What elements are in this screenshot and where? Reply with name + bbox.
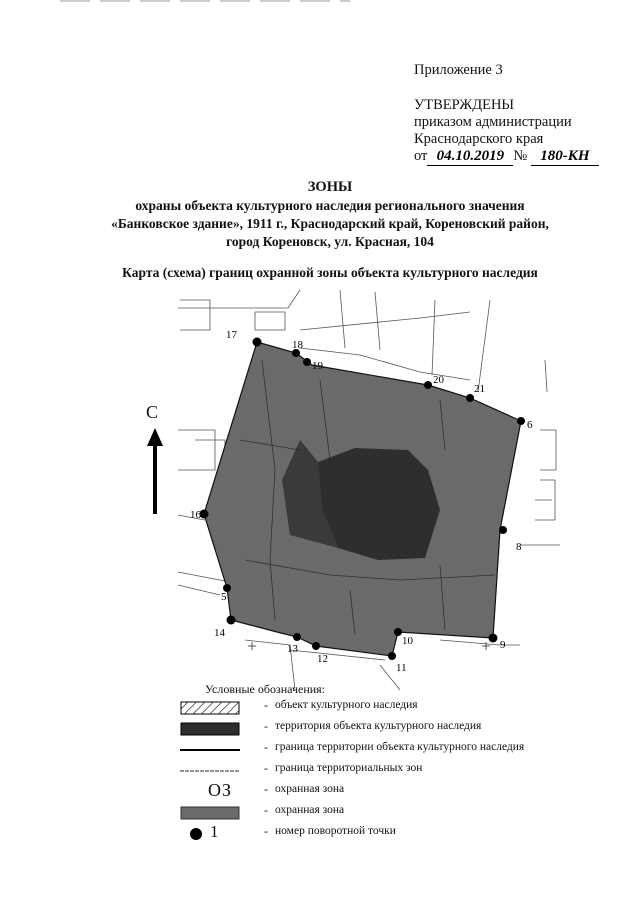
north-arrow-icon (140, 400, 170, 520)
point-label-8: 8 (516, 541, 522, 553)
legend-row-oz-label: ОЗ - охранная зона (208, 780, 345, 800)
order-line-2: Краснодарского края (414, 131, 544, 147)
point-21-dot (466, 394, 474, 402)
title-line-2: «Банковское здание», 1911 г., Краснодарский край, Кореновский район, (111, 216, 549, 231)
legend-row-territory-border: - граница территории объекта культурного наследия (180, 740, 560, 761)
legend (180, 698, 560, 845)
point-number-symbol: 1 (210, 822, 219, 841)
legend-label: охранная зона (275, 783, 345, 795)
legend-label: граница территории объекта культурного наследия (275, 741, 525, 753)
order-number: 180-КН (540, 148, 590, 164)
point-label-10: 10 (402, 635, 413, 647)
point-13-dot (293, 633, 301, 641)
point-label-19: 19 (312, 360, 323, 372)
title-heading: ЗОНЫ (307, 179, 353, 195)
point-label-18: 18 (292, 339, 303, 351)
point-label-20: 20 (433, 374, 444, 386)
point-11-dot (388, 652, 396, 660)
dark-fill-icon (180, 722, 240, 736)
gray-fill-icon (180, 806, 240, 820)
point-label-11: 11 (396, 662, 407, 674)
point-label-21: 21 (474, 383, 485, 395)
legend-row-territory: - территория объекта культурного наследия (180, 719, 560, 740)
point-label-12: 12 (317, 653, 328, 665)
oz-symbol: ОЗ (208, 780, 233, 800)
point-6-dot (517, 417, 525, 425)
legend-label: граница территориальных зон (275, 762, 423, 774)
object-territory-area (318, 448, 440, 560)
number-prefix: № (513, 148, 528, 164)
hatch-pattern-icon (180, 701, 240, 715)
legend-label: территория объекта культурного наследия (275, 720, 482, 732)
legend-row-point-number: 1 - номер поворотной точки (180, 824, 560, 845)
point-9-dot (489, 634, 498, 643)
point-12-dot (312, 642, 320, 650)
point-17-dot (253, 338, 262, 347)
dashed-line-icon (180, 764, 240, 778)
point-label-5: 5 (221, 591, 227, 603)
legend-label: объект культурного наследия (275, 699, 418, 711)
title-line-1: охраны объекта культурного наследия регионального значения (135, 198, 525, 213)
point-14-dot (227, 616, 236, 625)
point-19-dot (303, 358, 311, 366)
point-10-dot (394, 628, 402, 636)
map-title: Карта (схема) границ охранной зоны объекта культурного наследия (122, 265, 538, 280)
thick-line-icon (180, 743, 240, 757)
point-8-dot (499, 526, 507, 534)
point-20-dot (424, 381, 432, 389)
title-line-3: город Кореновск, ул. Красная, 104 (226, 234, 434, 249)
order-line-1: приказом администрации (414, 114, 572, 130)
point-dot-icon (190, 828, 202, 840)
point-label-17: 17 (226, 329, 237, 341)
point-label-9: 9 (500, 639, 506, 651)
legend-title: Условные обозначения: (205, 682, 326, 696)
legend-row-zone-fill: - охранная зона (180, 803, 560, 824)
legend-label: охранная зона (275, 804, 345, 816)
appendix-label: Приложение 3 (414, 62, 503, 78)
approved-label: УТВЕРЖДЕНЫ (414, 97, 515, 113)
legend-row-heritage-object: - объект культурного наследия (180, 698, 560, 719)
point-label-16: 16 (190, 509, 201, 521)
order-date: 04.10.2019 (436, 148, 505, 164)
legend-row-zone-border: - граница территориальных зон (180, 761, 560, 782)
north-label: С (146, 402, 159, 422)
date-prefix: от (414, 148, 428, 164)
point-label-13: 13 (287, 643, 298, 655)
point-label-6: 6 (527, 419, 533, 431)
point-label-14: 14 (214, 627, 225, 639)
legend-label: номер поворотной точки (275, 825, 396, 837)
